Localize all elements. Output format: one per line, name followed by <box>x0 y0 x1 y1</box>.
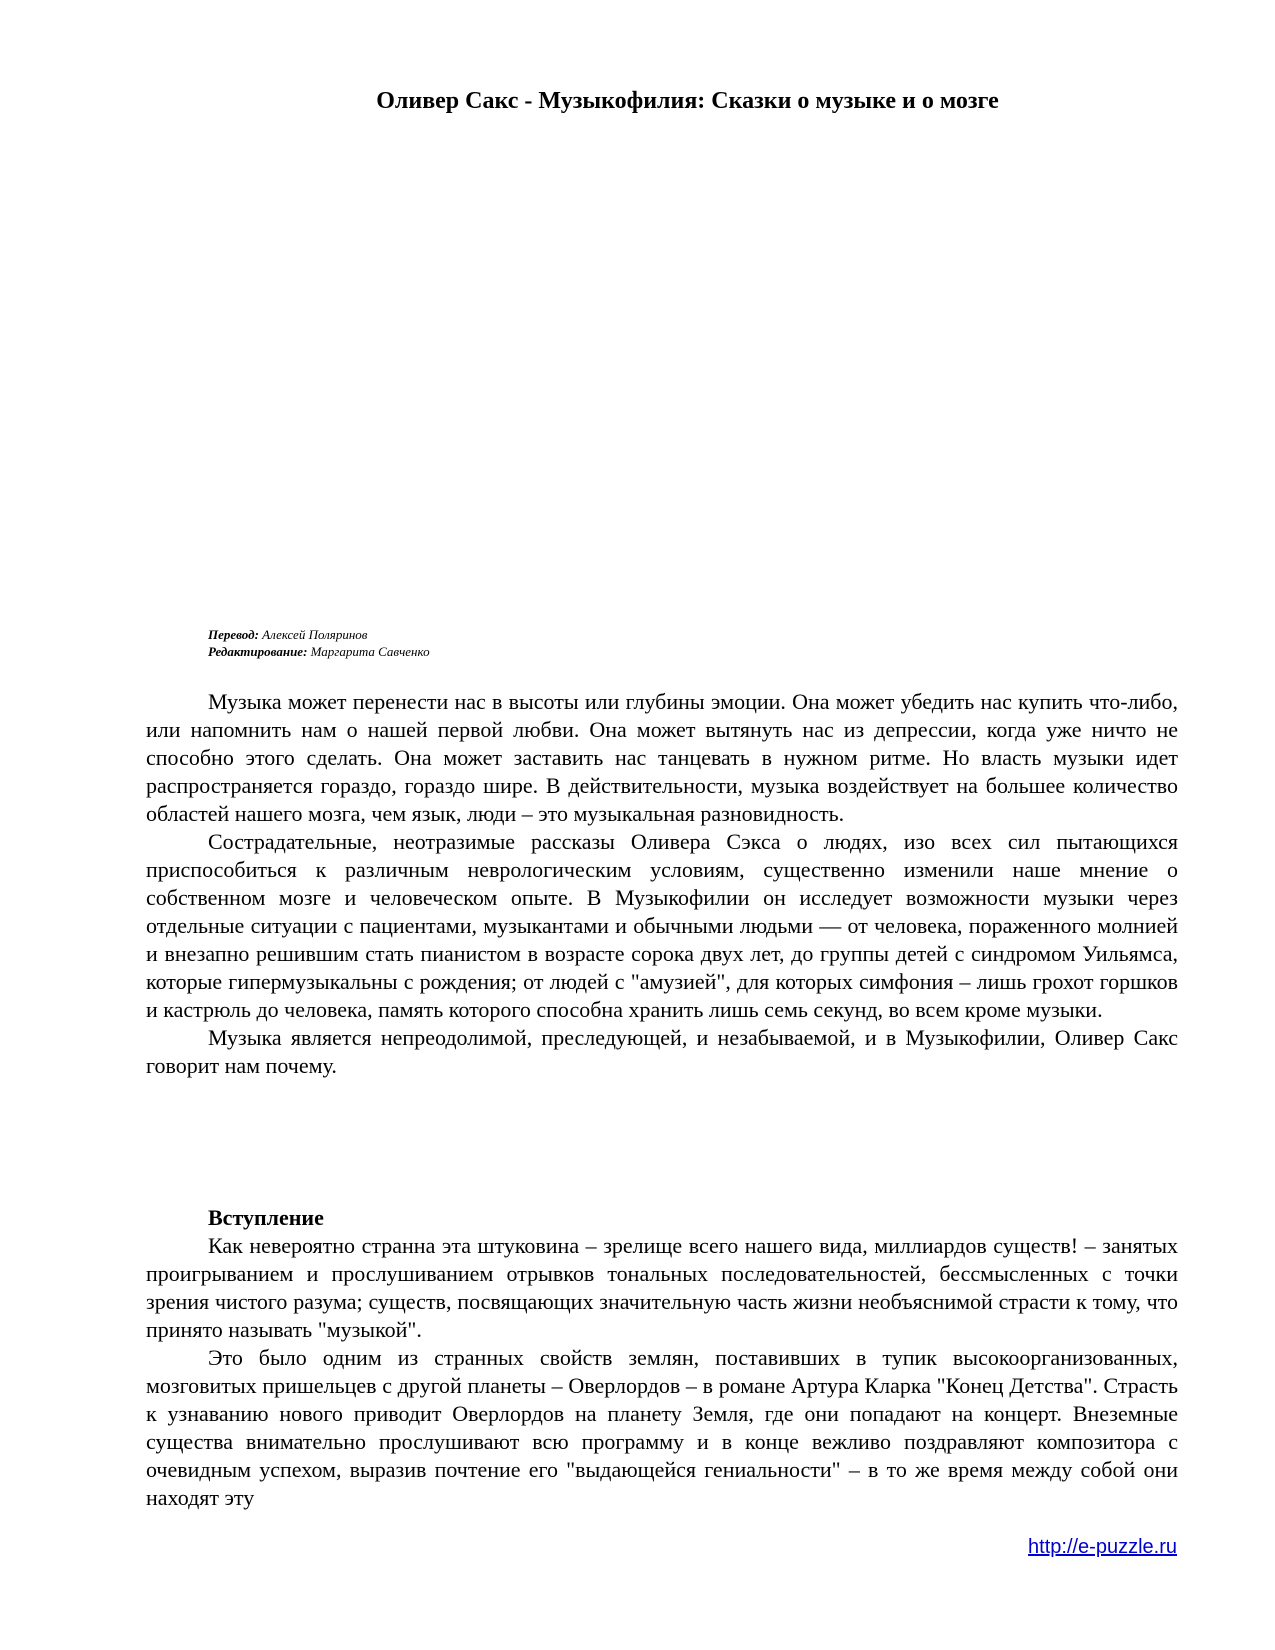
translation-credit <box>208 626 430 643</box>
footer-website-link[interactable]: http://e-puzzle.ru <box>1028 1536 1177 1558</box>
editing-credit <box>208 643 430 660</box>
paragraph: Музыка может перенести нас в высоты или глубины эмоции. Она может убедить нас купить что-либо, или напомнить нам о нашей первой любви. Она может вытянуть нас из депрессии, когда уже ничто не способно этого сделать. Она может заставить нас танцевать в нужном ритме. Но власть музыки идет распространяется гораздо, гораздо шире. В действительности, музыка воздействует на большее количество областей нашего мозга, чем язык, люди – это музыкальная разновидность. <box>146 689 1178 826</box>
credits-block <box>208 626 430 660</box>
paragraph: Музыка является непреодолимой, преследующей, и незабываемой, и в Музыкофилии, Оливер Сакс говорит нам почему. <box>146 1025 1178 1078</box>
paragraph: Сострадательные, неотразимые рассказы Оливера Сэкса о людях, изо всех сил пытающихся приспособиться к различным неврологическим условиям, существенно изменили наше мнение о собственном мозге и человеческом опыте. В Музыкофилии он исследует возможности музыки через отдельные ситуации с пациентами, музыкантами и обычными людьми — от человека, пораженного молнией и внезапно решившим стать пианистом в возрасте сорока двух лет, до группы детей с синдромом Уильямса, которые гипермузыкальны с рождения; от людей с "амузией", для которых симфония – лишь грохот горшков и кастрюль до человека, память которого способна хранить лишь семь секунд, во всем кроме музыки. <box>146 829 1178 1022</box>
translation-label: Перевод: <box>208 627 259 642</box>
introduction-section <box>146 1204 1178 1512</box>
paragraph: Это было одним из странных свойств землян, поставивших в тупик высокоорганизованных, мозговитых пришельцев с другой планеты – Оверлордов – в романе Артура Кларка "Конец Детства". Страсть к узнаванию нового приводит Оверлордов на планету Земля, где они попадают на концерт. Внеземные существа внимательно прослушивают всю программу и в конце вежливо поздравляют композитора с очевидным успехом, выразив почтение его "выдающейся гениальности" – в то же время между собой они находят эту <box>146 1345 1178 1510</box>
section-heading: Вступление <box>208 1205 324 1230</box>
editor-name: Маргарита Савченко <box>310 644 430 659</box>
intro-text <box>146 688 1178 1080</box>
translator-name: Алексей Поляринов <box>262 627 368 642</box>
paragraph: Как невероятно странна эта штуковина – зрелище всего нашего вида, миллиардов существ! – занятых проигрыванием и прослушиванием отрывков тональных последовательностей, бессмысленных с точки зрения чистого разума; существ, посвящающих значительную часть жизни необъяснимой страсти к тому, что принято называть "музыкой". <box>146 1233 1178 1342</box>
editing-label: Редактирование: <box>208 644 308 659</box>
page-title: Оливер Сакс - Музыкофилия: Сказки о музыке и о мозге <box>376 88 999 114</box>
